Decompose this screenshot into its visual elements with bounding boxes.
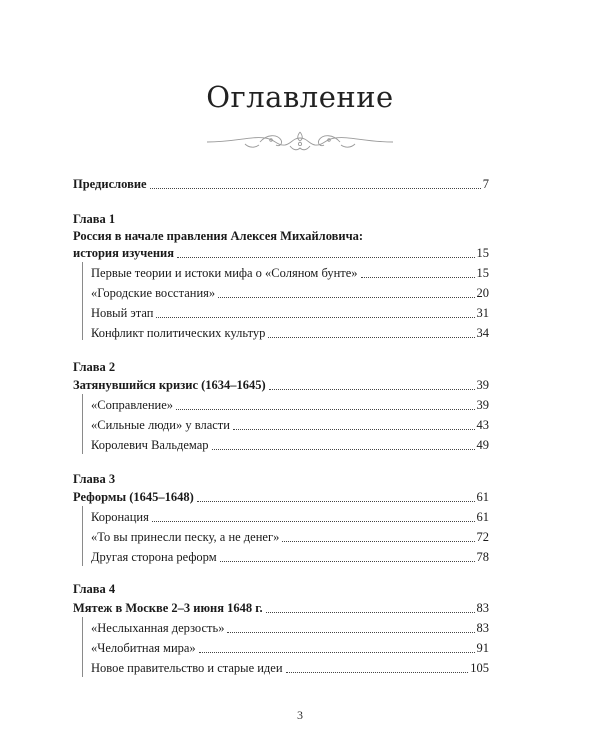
entry-page: 39 (476, 378, 489, 392)
entry-page: 61 (476, 510, 489, 524)
entry-label: Реформы (1645–1648) (73, 490, 194, 504)
toc-entry-section[interactable] (91, 620, 489, 636)
entry-page: 83 (476, 601, 489, 615)
entry-page: 7 (482, 177, 489, 191)
dot-leader (269, 389, 475, 390)
dot-leader (233, 429, 475, 430)
entry-page: 91 (476, 641, 489, 655)
toc-entry-section[interactable] (91, 549, 489, 565)
dot-leader (268, 337, 474, 338)
entry-page: 15 (476, 246, 489, 260)
entry-label: Конфликт политических культур (91, 326, 266, 340)
dot-leader (220, 561, 475, 562)
toc-entry-section[interactable] (91, 640, 489, 656)
dot-leader (156, 317, 474, 318)
floral-ornament-icon (205, 128, 395, 156)
dot-leader (286, 672, 469, 673)
section-bar (82, 394, 83, 454)
dot-leader (218, 297, 474, 298)
page-title: Оглавление (206, 80, 394, 114)
toc-entry-section[interactable] (91, 305, 489, 321)
dot-leader (266, 612, 475, 613)
toc-entry-section[interactable] (91, 417, 489, 433)
dot-leader (199, 652, 475, 653)
entry-page: 39 (476, 398, 489, 412)
toc-entry-section[interactable] (91, 529, 489, 545)
toc-entry-section[interactable] (91, 265, 489, 281)
chapter-title: Россия в начале правления Алексея Михайловича: (73, 229, 364, 243)
toc-entry-section[interactable] (91, 325, 489, 341)
entry-label: Коронация (91, 510, 149, 524)
dot-leader (227, 632, 474, 633)
entry-label: «Соправление» (91, 398, 174, 412)
dot-leader (152, 521, 475, 522)
toc-entry-section[interactable] (91, 437, 489, 453)
section-bar (82, 262, 83, 340)
entry-label: «Челобитная мира» (91, 641, 196, 655)
entry-label: Предисловие (73, 177, 147, 191)
entry-label: «Сильные люди» у власти (91, 418, 230, 432)
entry-label: Новое правительство и старые идеи (91, 661, 283, 675)
toc-entry-chapter[interactable] (73, 377, 489, 393)
entry-label: «Городские восстания» (91, 286, 216, 300)
entry-label: Королевич Вальдемар (91, 438, 209, 452)
dot-leader (150, 188, 481, 189)
entry-label: Мятеж в Москве 2–3 июня 1648 г. (73, 601, 263, 615)
section-bar (82, 617, 83, 677)
toc-entry-section[interactable] (91, 509, 489, 525)
chapter-label: Глава 2 (73, 360, 116, 374)
entry-page: 72 (476, 530, 489, 544)
chapter-label: Глава 1 (73, 212, 116, 226)
chapter-label: Глава 3 (73, 472, 116, 486)
toc-entry-section[interactable] (91, 397, 489, 413)
dot-leader (176, 409, 474, 410)
entry-page: 83 (476, 621, 489, 635)
dot-leader (212, 449, 475, 450)
toc-entry-preface[interactable] (73, 176, 489, 192)
section-bar (82, 506, 83, 566)
entry-label: Другая сторона реформ (91, 550, 217, 564)
entry-label: «То вы принесли песку, а не денег» (91, 530, 280, 544)
dot-leader (177, 257, 475, 258)
entry-page: 105 (470, 661, 489, 675)
entry-page: 78 (476, 550, 489, 564)
entry-label: «Неслыханная дерзость» (91, 621, 225, 635)
toc-entry-chapter[interactable] (73, 245, 489, 261)
entry-label: Затянувшийся кризис (1634–1645) (73, 378, 266, 392)
dot-leader (197, 501, 475, 502)
entry-page: 31 (476, 306, 489, 320)
dot-leader (361, 277, 475, 278)
chapter-label: Глава 4 (73, 582, 116, 596)
entry-page: 43 (476, 418, 489, 432)
entry-page: 61 (476, 490, 489, 504)
toc-entry-section[interactable] (91, 285, 489, 301)
dot-leader (282, 541, 474, 542)
toc-entry-chapter[interactable] (73, 600, 489, 616)
entry-label: Новый этап (91, 306, 154, 320)
entry-page: 15 (476, 266, 489, 280)
entry-page: 20 (476, 286, 489, 300)
page-number: 3 (297, 708, 303, 722)
entry-page: 34 (476, 326, 489, 340)
entry-page: 49 (476, 438, 489, 452)
entry-label: история изучения (73, 246, 174, 260)
toc-entry-section[interactable] (91, 660, 489, 676)
entry-label: Первые теории и истоки мифа о «Соляном бунте» (91, 266, 358, 280)
toc-entry-chapter[interactable] (73, 489, 489, 505)
